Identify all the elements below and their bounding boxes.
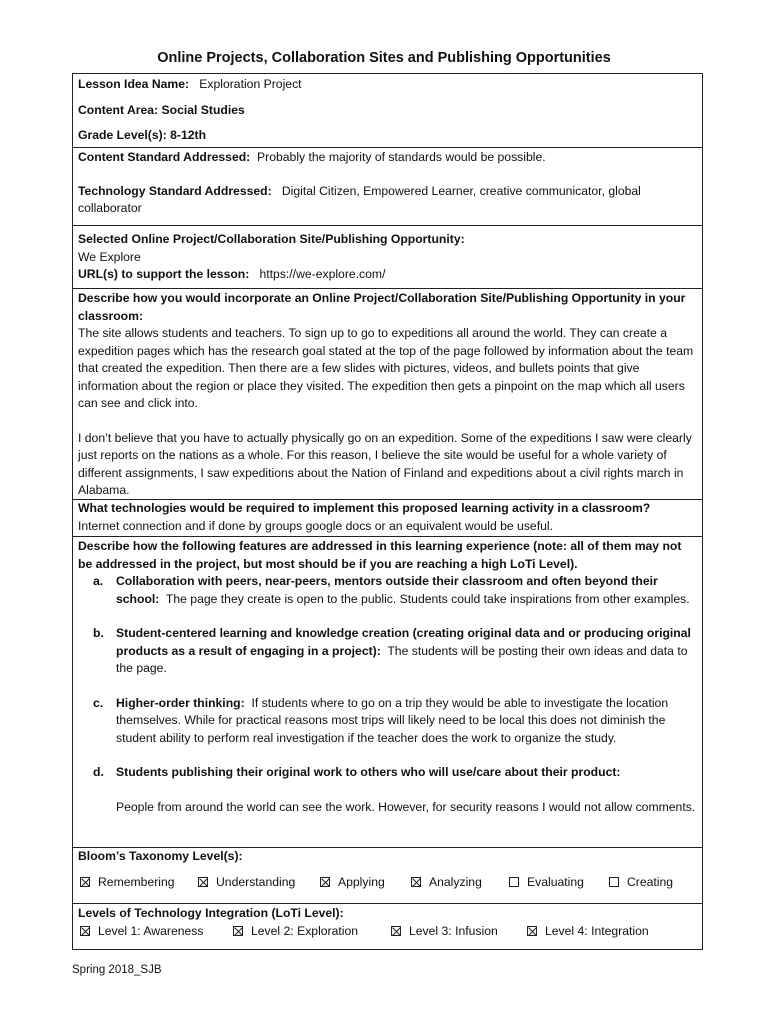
technologies-answer: Internet connection and if done by groups google docs or an equivalent would be useful.: [78, 518, 553, 533]
url-label: URL(s) to support the lesson:: [78, 267, 250, 281]
option-label: Applying: [338, 874, 385, 889]
feature-letter: b.: [93, 626, 104, 640]
option-label: Understanding: [216, 874, 296, 889]
incorporate-question: Describe how you would incorporate an Online Project/Collaboration Site/Publishing Opportunity in your classroom:: [78, 291, 686, 323]
technology-standard-value: Digital Citizen, Empowered Learner, creative communicator, global collaborator: [78, 183, 641, 215]
lesson-info-cell: [73, 74, 702, 147]
selected-site-label: Selected Online Project/Collaboration Site/Publishing Opportunity:: [78, 232, 465, 246]
blooms-option-creating[interactable]: [609, 874, 673, 892]
loti-option-level-1[interactable]: [80, 923, 233, 941]
blooms-options: [78, 874, 697, 892]
feature-answer: If students where to go on a trip they would be able to investigate the location themselves. While for practical reasons most trips will likely need to be local this does not diminish the student ability to perform real investigation if the teacher does the work to organize the study.: [116, 695, 669, 745]
checkbox-icon[interactable]: [411, 877, 421, 887]
feature-answer: People from around the world can see the work. However, for security reasons I would not allow comments.: [116, 799, 696, 814]
feature-item-student-centered: [93, 625, 697, 678]
checkbox-icon[interactable]: [609, 877, 619, 887]
checkbox-icon[interactable]: [320, 877, 330, 887]
feature-label: Higher-order thinking:: [116, 695, 245, 710]
checkbox-icon[interactable]: [80, 877, 90, 887]
feature-letter: a.: [93, 574, 104, 588]
footer-text: Spring 2018_SJB: [72, 964, 162, 976]
option-label: Level 3: Infusion: [409, 923, 498, 938]
option-label: Level 4: Integration: [545, 923, 649, 938]
checkbox-icon[interactable]: [198, 877, 208, 887]
feature-answer: The page they create is open to the public. Students could take inspirations from other examples.: [165, 591, 690, 606]
technologies-cell: [73, 499, 702, 536]
loti-option-level-3[interactable]: [391, 923, 527, 941]
option-label: Remembering: [98, 874, 175, 889]
loti-cell: [73, 903, 702, 949]
selected-site-cell: [73, 225, 702, 288]
content-area: Content Area: Social Studies: [78, 102, 245, 117]
blooms-label: Bloom’s Taxonomy Level(s):: [78, 849, 243, 863]
checkbox-icon[interactable]: [527, 926, 537, 936]
loti-option-level-4[interactable]: [527, 923, 649, 941]
feature-item-higher-order: [93, 695, 697, 748]
lesson-idea-value: Exploration Project: [199, 77, 302, 91]
features-question: Describe how the following features are addressed in this learning experience (note: all of them may not be addressed in the project, but most should be if you are reaching a high LoTi Level).: [78, 539, 682, 571]
incorporate-cell: [73, 288, 702, 499]
checkbox-icon[interactable]: [233, 926, 243, 936]
lesson-form-table: [72, 73, 703, 950]
feature-letter: d.: [93, 765, 104, 779]
loti-label: Levels of Technology Integration (LoTi Level):: [78, 906, 344, 920]
blooms-option-remembering[interactable]: [80, 874, 198, 892]
checkbox-icon[interactable]: [391, 926, 401, 936]
lesson-idea-line: [78, 74, 697, 94]
option-label: Creating: [627, 874, 674, 889]
document-title: Online Projects, Collaboration Sites and Publishing Opportunities: [157, 50, 611, 66]
technology-standard-label: Technology Standard Addressed:: [78, 183, 272, 198]
technologies-question: What technologies would be required to implement this proposed learning activity in a classroom?: [78, 501, 651, 515]
feature-letter: c.: [93, 695, 104, 710]
option-label: Evaluating: [527, 874, 584, 889]
option-label: Level 1: Awareness: [98, 923, 204, 938]
feature-answer: The students will be posting their own ideas and data to the page.: [116, 643, 688, 675]
blooms-option-understanding[interactable]: [198, 874, 320, 892]
url-value: https://we-explore.com/: [259, 267, 386, 281]
grade-level: Grade Level(s): 8-12th: [78, 128, 207, 142]
standards-cell: [73, 147, 702, 225]
loti-options: [78, 923, 697, 941]
blooms-option-applying[interactable]: [320, 874, 411, 892]
blooms-option-evaluating[interactable]: [509, 874, 609, 892]
lesson-idea-label: Lesson Idea Name:: [78, 77, 190, 91]
features-list: [78, 573, 697, 816]
feature-label: Students publishing their original work to others who will use/care about their product:: [116, 765, 621, 779]
option-label: Analyzing: [429, 874, 482, 889]
checkbox-icon[interactable]: [80, 926, 90, 936]
checkbox-icon[interactable]: [509, 877, 519, 887]
feature-label: Collaboration with peers, near-peers, mentors outside their classroom and often beyond their school:: [116, 574, 658, 606]
technology-standard-line: [78, 183, 697, 218]
url-line: [78, 266, 697, 284]
incorporate-answer-paragraph-1: The site allows students and teachers. To sign up to go to expeditions all around the world. They can create a expedition pages which has the research goal stated at the top of the page followed by information about the team that created the expedition. Then there are a few slides with pictures, videos, and bullets points that give information about the region or place they visited. The expedition then gets a pinpoint on the map which all users can see and click into.: [78, 326, 694, 410]
content-standard-line: [78, 148, 697, 167]
feature-item-collaboration: [93, 573, 697, 608]
content-standard-value: Probably the majority of standards would be possible.: [257, 150, 546, 164]
blooms-cell: [73, 847, 702, 903]
blooms-option-analyzing[interactable]: [411, 874, 509, 892]
option-label: Level 2: Exploration: [251, 923, 359, 938]
feature-item-publishing: [93, 764, 697, 816]
selected-site-value: We Explore: [78, 249, 141, 264]
content-standard-label: Content Standard Addressed:: [78, 150, 251, 164]
loti-option-level-2[interactable]: [233, 923, 391, 941]
feature-label: Student-centered learning and knowledge creation (creating original data and or producing original products as a result of engaging in a project):: [116, 626, 691, 658]
incorporate-answer-paragraph-2: I don’t believe that you have to actually physically go on an expedition. Some of the expeditions I saw were clearly just reports on the nations as a whole. For this reason, I believe the site would be useful for a whole variety of different assignments, I saw expeditions about the Nation of Finland and expeditions about a civil rights march in Alabama.: [78, 430, 692, 497]
features-cell: [73, 536, 702, 847]
